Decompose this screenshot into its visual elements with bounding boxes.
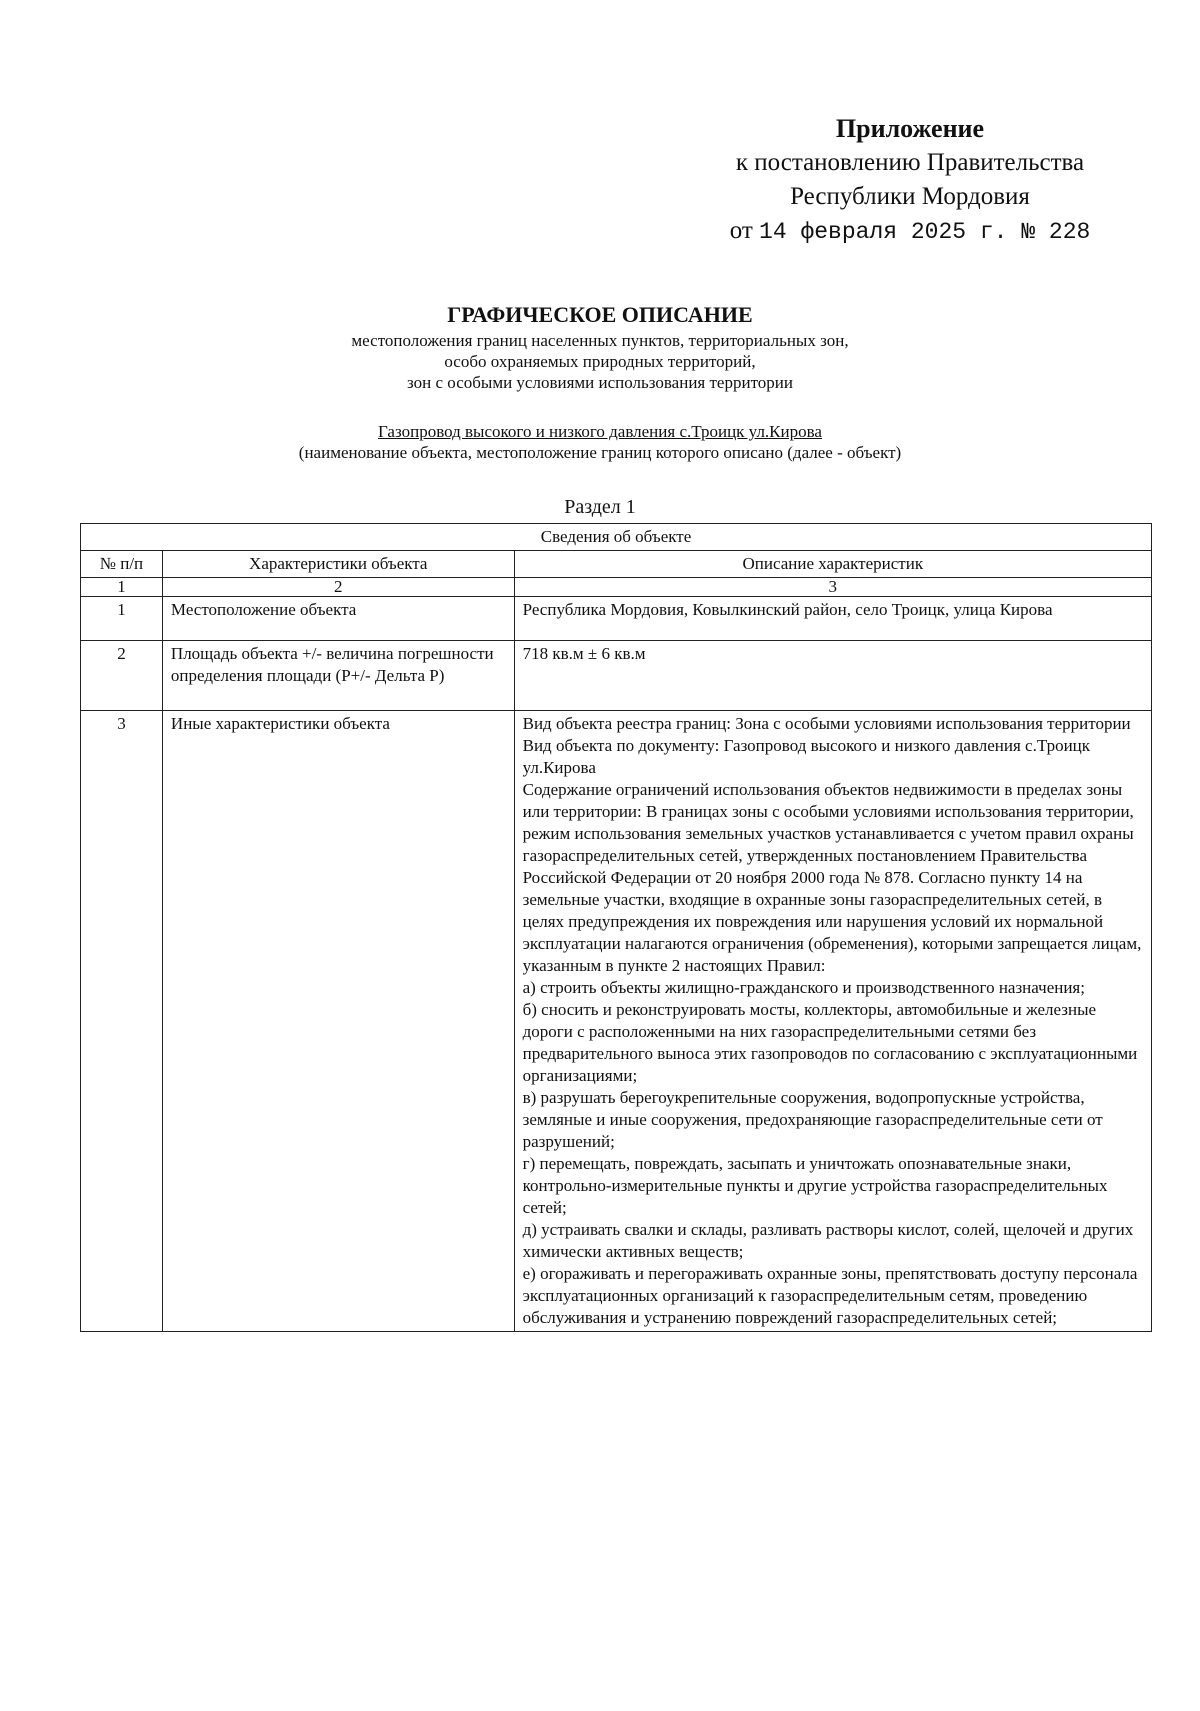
row-number: 2 [81, 641, 163, 711]
column-number-2: 2 [162, 578, 514, 597]
table-column-number-row [81, 578, 1152, 597]
object-caption: (наименование объекта, местоположение границ которого описано (далее - объект) [298, 443, 902, 462]
section-title: Раздел 1 [564, 496, 636, 518]
row-characteristic: Местоположение объекта [162, 597, 514, 641]
document-subtitle-3: зон с особыми условиями использования территории [407, 373, 793, 392]
object-block [180, 421, 1020, 463]
description-paragraph: 718 кв.м ± 6 кв.м [522, 644, 646, 663]
description-paragraph: г) перемещать, повреждать, засыпать и уничтожать опознавательные знаки, контрольно-измерительные пункты и другие устройства газораспределительных сетей; [522, 1154, 1108, 1217]
object-info-table [80, 523, 1152, 1332]
document-title: ГРАФИЧЕСКОЕ ОПИСАНИЕ [447, 302, 753, 327]
document-header [180, 300, 1020, 393]
header-cell-characteristic: Характеристики объекта [162, 551, 514, 578]
appendix-block [700, 112, 1120, 249]
description-paragraph: в) разрушать берегоукрепительные сооружения, водопропускные устройства, земляные и иные сооружения, предохраняющие газораспределительные сети от разрушений; [522, 1088, 1103, 1151]
document-subtitle-1: местоположения границ населенных пунктов, территориальных зон, [351, 331, 849, 350]
appendix-date-line [700, 214, 1120, 249]
description-paragraph: Республика Мордовия, Ковылкинский район, село Троицк, улица Кирова [522, 600, 1053, 619]
description-paragraph: б) сносить и реконструировать мосты, коллекторы, автомобильные и железные дороги с расположенными на них газораспределительными сетями без предварительного выноса этих газопроводов по согласованию с эксплуатационными организациями; [522, 1000, 1138, 1085]
row-number: 1 [81, 597, 163, 641]
description-paragraph: Содержание ограничений использования объектов недвижимости в пределах зоны или территории: В границах зоны с особыми условиями использования территории, режим использования земельных участков устанавливается с учетом правил охраны газораспределительных сетей, утвержденных постановлением Правительства Российской Федерации от 20 ноября 2000 года № 878. Согласно пункту 14 на земельные участки, входящие в охранные зоны газораспределительных сетей, в целях предупреждения их повреждения или нарушения условий их нормальной эксплуатации налагаются ограничения (обременения), которыми запрещается лицам, указанным в пункте 2 настоящих Правил: [522, 780, 1142, 975]
document-subtitle-2: особо охраняемых природных территорий, [444, 352, 756, 371]
table-caption: Сведения об объекте [81, 524, 1152, 551]
appendix-line-2: Республики Мордовия [790, 183, 1030, 210]
table-caption-row [81, 524, 1152, 551]
description-paragraph: а) строить объекты жилищно-гражданского и производственного назначения; [522, 978, 1085, 997]
description-paragraph: е) огораживать и перегораживать охранные зоны, препятствовать доступу персонала эксплуатационных организаций к газораспределительным сетям, проведению обслуживания и устранению повреждений газораспределительных сетей; [522, 1264, 1138, 1327]
description-paragraph: Вид объекта реестра границ: Зона с особыми условиями использования территории [522, 714, 1131, 733]
row-characteristic: Иные характеристики объекта [162, 711, 514, 1332]
header-cell-number: № п/п [81, 551, 163, 578]
description-paragraph: д) устраивать свалки и склады, разливать растворы кислот, солей, щелочей и других химически активных веществ; [522, 1220, 1134, 1261]
row-description [514, 711, 1151, 1332]
object-name: Газопровод высокого и низкого давления с.Троицк ул.Кирова [378, 422, 822, 441]
appendix-date-prefix: от [729, 217, 753, 244]
table-row [81, 641, 1152, 711]
description-paragraph: Вид объекта по документу: Газопровод высокого и низкого давления с.Троицк ул.Кирова [522, 736, 1091, 777]
row-description [514, 597, 1151, 641]
row-number: 3 [81, 711, 163, 1332]
table-header-row [81, 551, 1152, 578]
appendix-date: 14 февраля 2025 г. № 228 [759, 219, 1091, 245]
appendix-line-1: к постановлению Правительства [735, 149, 1085, 176]
table-row [81, 597, 1152, 641]
header-cell-description: Описание характеристик [514, 551, 1151, 578]
appendix-title: Приложение [835, 114, 985, 143]
row-characteristic: Площадь объекта +/- величина погрешности определения площади (Р+/- Дельта Р) [162, 641, 514, 711]
row-description [514, 641, 1151, 711]
table-row [81, 711, 1152, 1332]
column-number-3: 3 [514, 578, 1151, 597]
column-number-1: 1 [81, 578, 163, 597]
